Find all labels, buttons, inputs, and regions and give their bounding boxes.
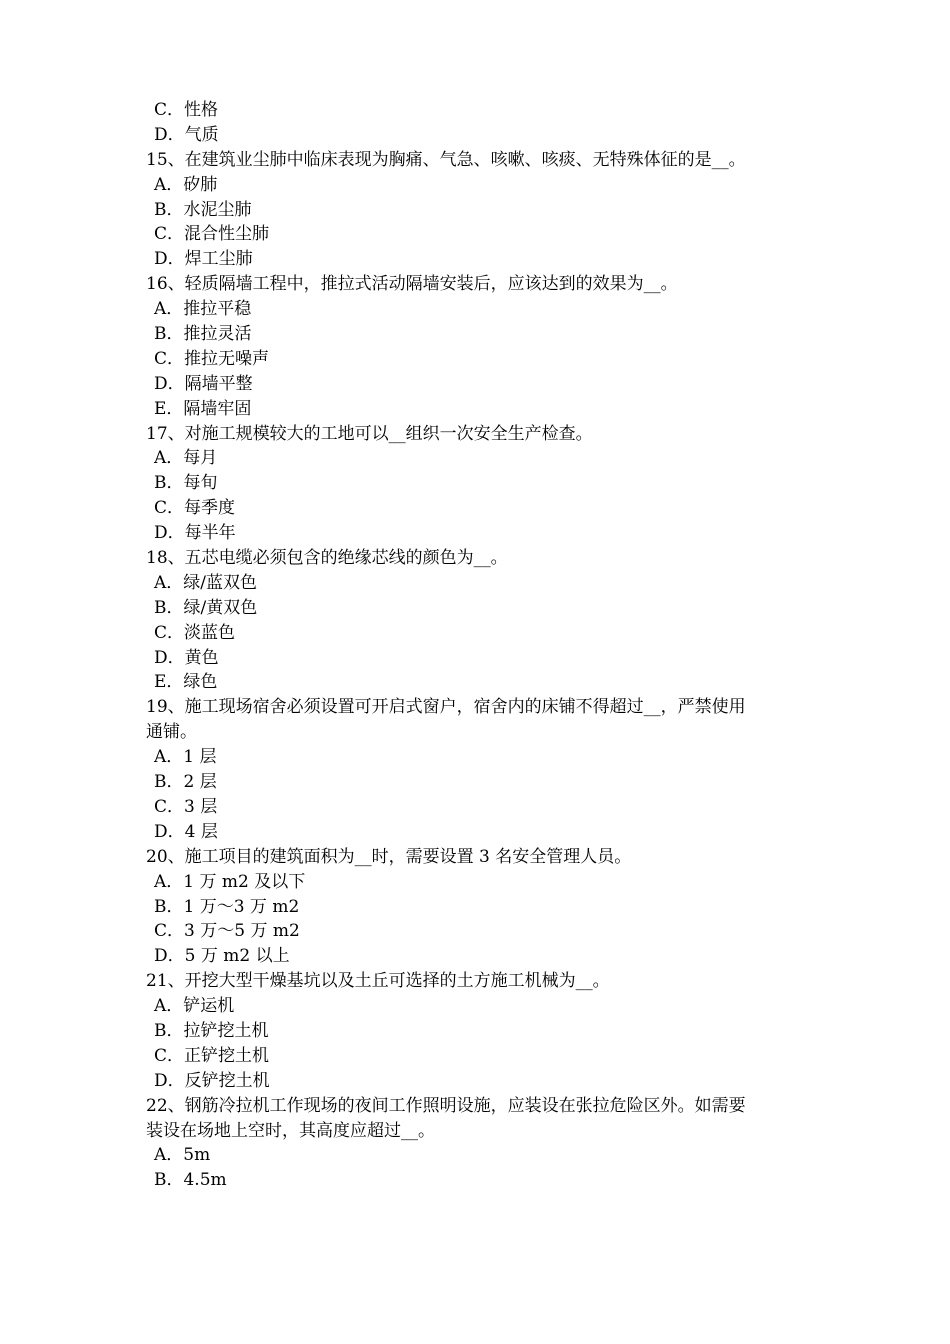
answer-option: E．绿色 — [154, 672, 218, 693]
answer-option: D．4 层 — [154, 821, 218, 842]
answer-option: E．隔墙牢固 — [154, 398, 252, 419]
answer-option: B．水泥尘肺 — [154, 199, 252, 220]
answer-option: D．5 万 m2 以上 — [154, 946, 290, 967]
answer-option: C．3 层 — [154, 796, 218, 817]
question-text: 19、施工现场宿舍必须设置可开启式窗户，宿舍内的床铺不得超过__，严禁使用 — [146, 697, 746, 718]
answer-option: A．1 层 — [154, 747, 217, 768]
question-text: 通铺。 — [146, 722, 197, 743]
answer-option: A．5m — [154, 1145, 211, 1166]
answer-option: C．3 万～5 万 m2 — [154, 921, 300, 942]
answer-option: B．拉铲挖土机 — [154, 1020, 269, 1041]
answer-option: B．2 层 — [154, 772, 217, 793]
answer-option: D．每半年 — [154, 523, 236, 544]
document-body — [146, 98, 826, 1193]
answer-option: C．每季度 — [154, 498, 236, 519]
answer-option: B．绿/黄双色 — [154, 597, 258, 618]
question-text: 18、五芯电缆必须包含的绝缘芯线的颜色为__。 — [146, 548, 508, 569]
answer-option: D．反铲挖土机 — [154, 1070, 270, 1091]
answer-option: D．黄色 — [154, 647, 219, 668]
answer-option: C．淡蓝色 — [154, 622, 236, 643]
answer-option: A．矽肺 — [154, 174, 218, 195]
question-text: 16、轻质隔墙工程中，推拉式活动隔墙安装后，应该达到的效果为__。 — [146, 274, 678, 295]
answer-option: C．混合性尘肺 — [154, 224, 270, 245]
answer-option: B．每旬 — [154, 473, 218, 494]
question-text: 17、对施工规模较大的工地可以__组织一次安全生产检查。 — [146, 423, 593, 444]
answer-option: A．每月 — [154, 448, 218, 469]
answer-option: A．铲运机 — [154, 996, 235, 1017]
answer-option: A．1 万 m2 及以下 — [154, 871, 306, 892]
question-text: 22、钢筋冷拉机工作现场的夜间工作照明设施，应装设在张拉危险区外。如需要 — [146, 1095, 746, 1116]
answer-option: D．气质 — [154, 124, 219, 145]
answer-option: B．1 万～3 万 m2 — [154, 896, 300, 917]
answer-option: C．推拉无噪声 — [154, 348, 270, 369]
answer-option: B．推拉灵活 — [154, 324, 252, 345]
question-text: 装设在场地上空时，其高度应超过__。 — [146, 1120, 435, 1141]
question-text: 20、施工项目的建筑面积为__时，需要设置 3 名安全管理人员。 — [146, 846, 632, 867]
answer-option: A．绿/蓝双色 — [154, 572, 258, 593]
answer-option: B．4.5m — [154, 1170, 227, 1191]
answer-option: D．隔墙平整 — [154, 373, 253, 394]
answer-option: C．正铲挖土机 — [154, 1045, 270, 1066]
answer-option: A．推拉平稳 — [154, 299, 252, 320]
question-text: 21、开挖大型干燥基坑以及土丘可选择的土方施工机械为__。 — [146, 971, 610, 992]
question-text: 15、在建筑业尘肺中临床表现为胸痛、气急、咳嗽、咳痰、无特殊体征的是__。 — [146, 149, 746, 170]
answer-option: D．焊工尘肺 — [154, 249, 253, 270]
answer-option: C．性格 — [154, 100, 219, 120]
